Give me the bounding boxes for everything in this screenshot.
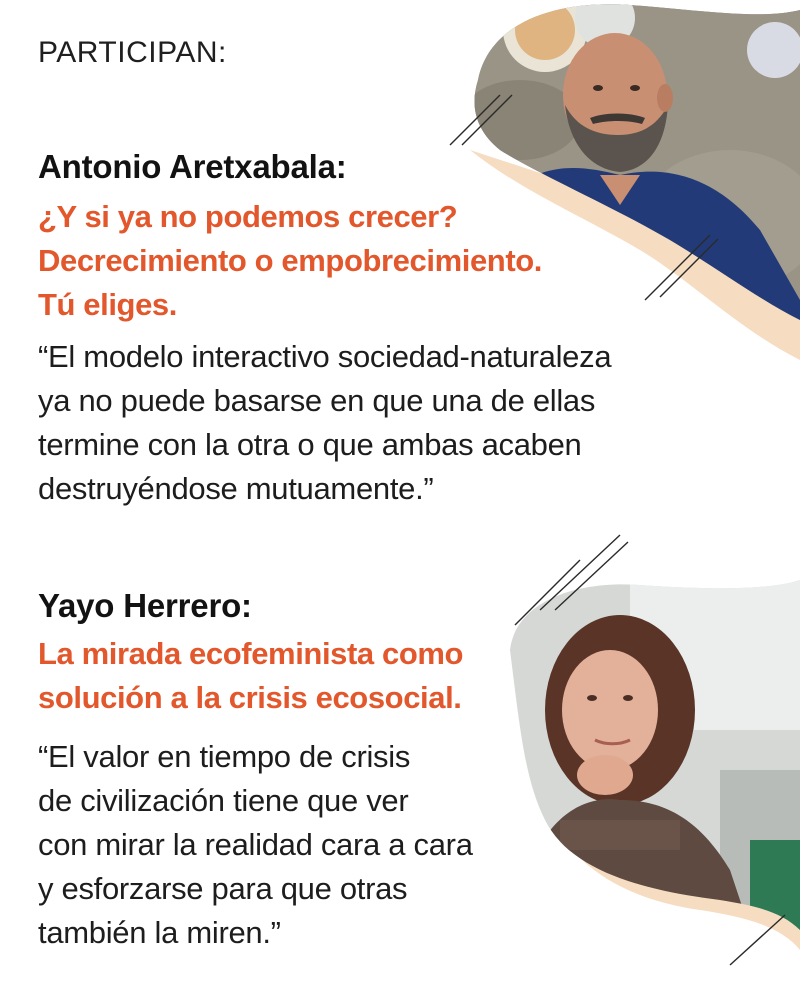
participants-heading: PARTICIPAN: [38,36,227,69]
deco-lines-1 [440,90,520,150]
quote-line: termine con la otra o que ambas acaben [38,427,582,462]
talk-title-line: Tú eliges. [38,287,177,322]
speaker-name: Yayo Herrero: [38,587,252,624]
speaker-quote [38,335,611,511]
quote-line: y esforzarse para que otras [38,871,408,906]
talk-title-line: ¿Y si ya no podemos crecer? [38,199,458,234]
quote-line: también la miren.” [38,915,281,950]
talk-title-line: Decrecimiento o empobrecimiento. [38,243,542,278]
deco-lines-3 [510,530,630,630]
talk-title-line: La mirada ecofeminista como [38,636,464,671]
talk-title [38,195,542,327]
quote-line: con mirar la realidad cara a cara [38,827,473,862]
quote-line: destruyéndose mutuamente.” [38,471,434,506]
quote-line: “El valor en tiempo de crisis [38,739,411,774]
speaker-quote [38,735,473,955]
speaker-name: Antonio Aretxabala: [38,148,347,185]
quote-line: ya no puede basarse en que una de ellas [38,383,596,418]
quote-line: de civilización tiene que ver [38,783,409,818]
deco-lines-4 [725,910,795,970]
talk-title [38,632,463,720]
quote-line: “El modelo interactivo sociedad-naturaleza [38,339,612,374]
deco-lines-2 [640,225,720,305]
talk-title-line: solución a la crisis ecosocial. [38,680,462,715]
